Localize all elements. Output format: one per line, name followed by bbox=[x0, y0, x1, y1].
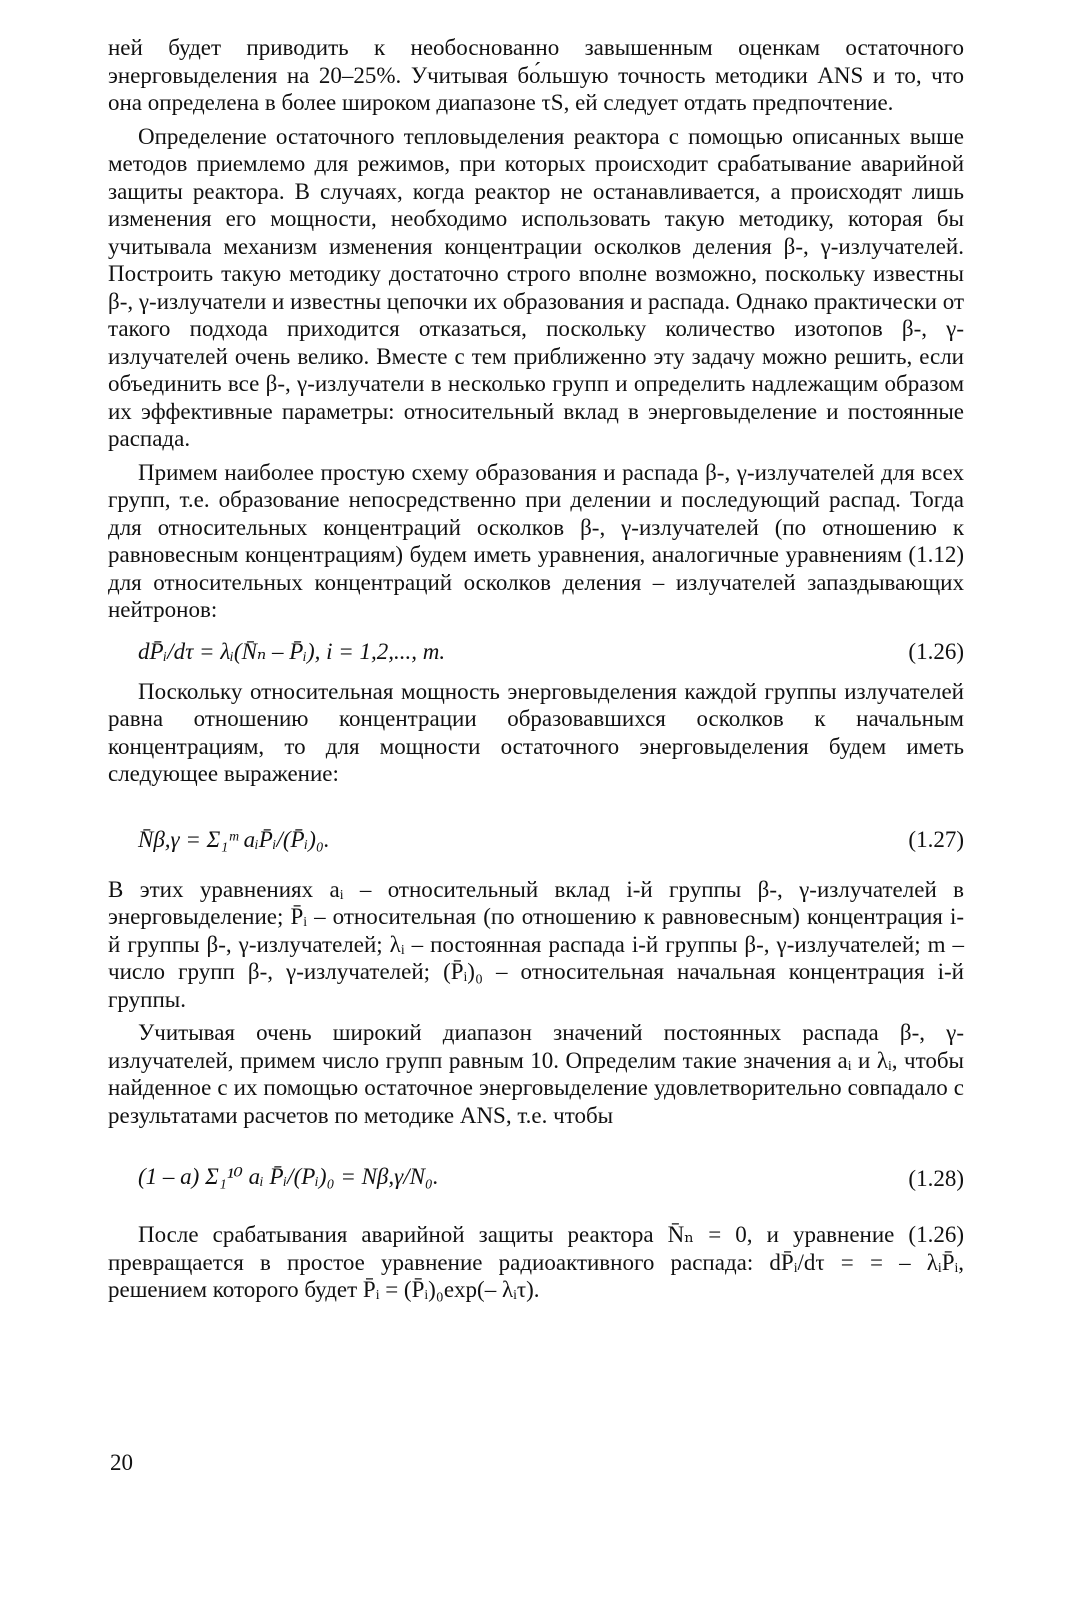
paragraph-6: Учитывая очень широкий диапазон значений постоянных распада β-, γ-излучателей, примем число групп равным 10. Определим такие значения aᵢ и λᵢ, чтобы найденное с их помощью остаточное энерговыделение удовлетворительно совпадало с результатами расчетов по методике ANS, т.е. чтобы bbox=[108, 1020, 964, 1128]
document-page bbox=[108, 34, 964, 1304]
equation-1-27 bbox=[108, 810, 964, 870]
page-number: 20 bbox=[110, 1450, 133, 1475]
equation-1-26 bbox=[108, 634, 964, 672]
equation-number: (1.26) bbox=[908, 638, 964, 664]
paragraph-2: Определение остаточного тепловыделения реактора с помощью описанных выше методов приемлемо для режимов, при которых происходит срабатывание аварийной защиты реактора. В случаях, когда реактор не останавливается, а происходят лишь изменения его мощности, необходимо использовать такую методику, которая бы учитывала механизм изменения концентрации осколков деления β-, γ-излучателей. Построить такую методику достаточно строго вполне возможно, поскольку известны β-, γ-излучатели и известны цепочки их образования и распада. Однако практически от такого подхода приходится отказаться, поскольку количество изотопов β-, γ-излучателей очень велико. Вместе с тем приближенно эту задачу можно решить, если объединить все β-, γ-излучатели в несколько групп и определить надлежащим образом их эффективные параметры: относительный вклад в энерговыделение и постоянные распада. bbox=[108, 123, 964, 451]
equation-number: (1.27) bbox=[908, 826, 964, 852]
paragraph-5: В этих уравнениях aᵢ – относительный вклад i-й группы β-, γ-излучателей в энерговыделение; P̄ᵢ – относительная (по отношению к равновесным) концентрация i-й группы β-, γ-излучателей; λᵢ – постоянная распада i-й группы β-, γ-излучателей; m – число групп β-, γ-излучателей; (P̄ᵢ)₀ – относительная начальная концентрация i-й группы. bbox=[108, 876, 964, 1012]
equation-expression: dP̄ᵢ/dτ = λᵢ(N̄ₙ – P̄ᵢ), i = 1,2,..., m. bbox=[138, 638, 446, 664]
paragraph-4: Поскольку относительная мощность энерговыделения каждой группы излучателей равна отношению концентрации образовавшихся осколков к начальным концентрациям, то для мощности остаточного энерговыделения будем иметь следующее выражение: bbox=[108, 678, 964, 786]
paragraph-7: После срабатывания аварийной защиты реактора N̄ₙ = 0, и уравнение (1.26) превращается в простое уравнение радиоактивного распада: dP̄ᵢ/dτ = = – λᵢP̄ᵢ, решением которого будет P̄ᵢ = (P̄ᵢ)₀exp(– λᵢτ). bbox=[108, 1222, 964, 1302]
equation-number: (1.28) bbox=[908, 1166, 964, 1191]
paragraph-1: ней будет приводить к необоснованно завышенным оценкам остаточного энерговыделения на 20–25%. Учитывая бо́льшую точность методики ANS и то, что она определена в более широком диапазоне τS, ей следует отдать предпочтение. bbox=[108, 35, 964, 115]
equation-expression: (1 – a) Σ₁¹⁰ aᵢ P̄ᵢ/(Pᵢ)₀ = Nβ,γ/N₀. bbox=[138, 1164, 439, 1189]
equation-1-28 bbox=[108, 1145, 964, 1215]
paragraph-3: Примем наиболее простую схему образования и распада β-, γ-излучателей для всех групп, т.е. образование непосредственно при делении и последующий распад. Тогда для относительных концентраций осколков β-, γ-излучателей (по отношению к равновесным концентрациям) будем иметь уравнения, аналогичные уравнениям (1.12) для относительных концентраций осколков деления – излучателей запаздывающих нейтронов: bbox=[108, 459, 964, 622]
equation-expression: N̄β,γ = Σ₁ᵐ aᵢP̄ᵢ/(P̄ᵢ)₀. bbox=[138, 826, 330, 852]
